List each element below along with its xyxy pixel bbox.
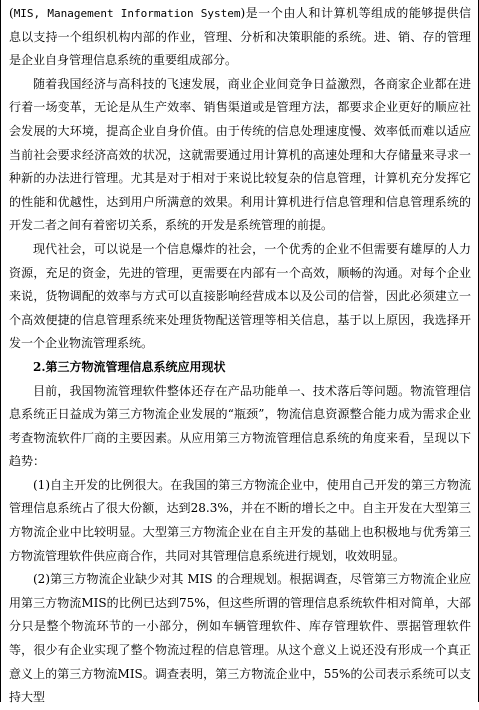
document-body	[9, 2, 471, 710]
mis-definition-text: )是一个由人和计算机等组成的能够提供信息以支持一个组织机构内部的作业，管理、分析和决策职能的系统。进、销、存的管理是企业自身管理信息系统的重要组成部分。	[9, 6, 472, 68]
open-paren: (	[9, 6, 14, 20]
paragraph-mis-definition	[9, 2, 471, 73]
paragraph-trend-1: (1)自主开发的比例很大。在我国的第三方物流企业中，使用自己开发的第三方物流管理信息系统占了很大份额，达到28.3%，并在不断的增长之中。自主开发在大型第三方物流企业中比较明显。大型第三方物流企业在自主开发的基础上也积极地与优秀第三方物流管理软件供应商合作，共同对其管理信息系统进行规划，收效明显。	[9, 477, 471, 563]
mis-term: MIS, Management Information System	[13, 7, 241, 20]
section-heading: 2.第三方物流管理信息系统应用现状	[33, 359, 226, 374]
paragraph-current-status: 目前，我国物流管理软件整体还存在产品功能单一、技术落后等问题。物流管理信息系统正日益成为第三方物流企业发展的“瓶颈”，物流信息资源整合能力成为需求企业考查物流软件厂商的主要因素。从应用第三方物流管理信息系统的角度来看，呈现以下趋势：	[9, 383, 471, 469]
paragraph-trend-2: (2)第三方物流企业缺少对其 MIS 的合理规划。根据调查，尽管第三方物流企业应用第三方物流MIS的比例已达到75%，但这些所谓的管理信息系统软件相对简单，大部分只是整个物流环节的一小部分，例如车辆管理软件、库存管理软件、票据管理软件等，很少有企业实现了整个物流过程的信息管理。从这个意义上说还没有形成一个真正意义上的第三方物流MIS。调查表明，第三方物流企业中，55%的公司表示系统可以支持大型	[9, 572, 471, 705]
paragraph-modern-society: 现代社会，可以说是一个信息爆炸的社会，一个优秀的企业不但需要有雄厚的人力资源，充足的资金，先进的管理，更需要在内部有一个高效，顺畅的沟通。对每个企业来说，货物调配的效率与方式可以直接影响经营成本以及公司的信誉，因此必须建立一个高效便捷的信息管理系统来处理货物配送管理等相关信息，基于以上原因，我选择开发一个企业物流管理系统。	[9, 241, 471, 351]
paragraph-development: 随着我国经济与高科技的飞速发展，商业企业间竞争日益激烈，各商家企业都在进行着一场变革，无论是从生产效率、销售渠道或是管理方法，都要求企业更好的顺应社会发展的大环境，提高企业自身价值。由于传统的信息处理速度慢、效率低而难以适应当前社会要求经济高效的状况，这就需要通过用计算机的高速处理和大存储量来寻求一种新的办法进行管理。尤其是对于相对于来说比较复杂的信息管理，计算机充分发挥它的性能和优越性，达到用户所满意的效果。利用计算机进行信息管理和信息管理系统的开发二者之间有着密切关系，系统的开发是系统管理的前提。	[9, 76, 471, 233]
